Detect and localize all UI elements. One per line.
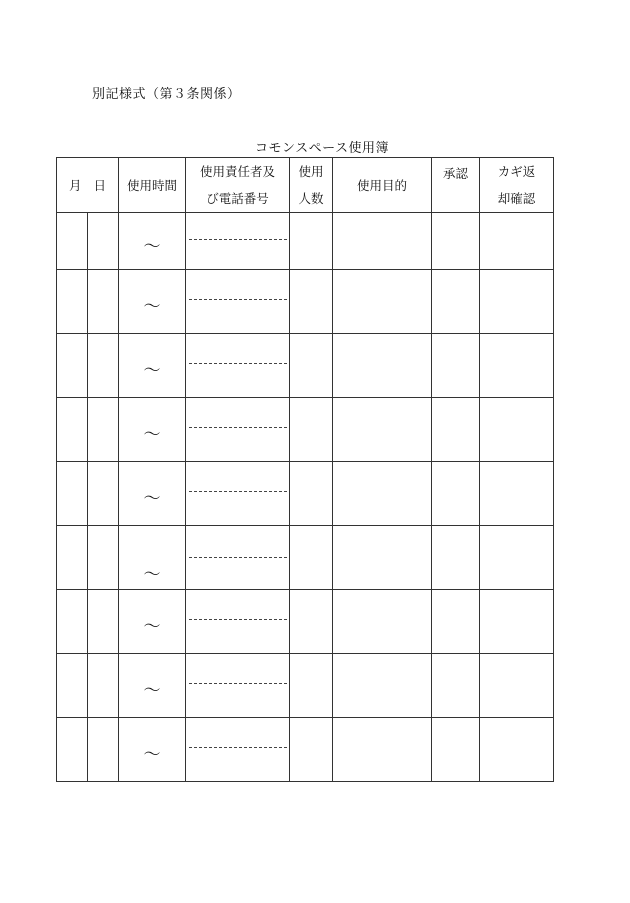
headcount-cell[interactable] [290, 718, 333, 782]
contact-cell[interactable] [186, 398, 290, 462]
dotted-divider [189, 619, 287, 620]
table-row [57, 334, 554, 398]
purpose-cell[interactable] [333, 462, 432, 526]
approval-cell[interactable] [432, 270, 480, 334]
time-cell[interactable] [119, 334, 186, 398]
headcount-cell[interactable] [290, 270, 333, 334]
key-return-cell[interactable] [480, 398, 554, 462]
contact-cell[interactable] [186, 718, 290, 782]
contact-cell[interactable] [186, 590, 290, 654]
month-cell[interactable] [57, 213, 88, 270]
time-separator: ～ [143, 745, 161, 765]
table-row [57, 590, 554, 654]
key-return-cell[interactable] [480, 654, 554, 718]
key-return-cell[interactable] [480, 270, 554, 334]
headcount-cell[interactable] [290, 334, 333, 398]
contact-split [186, 462, 289, 525]
key-return-cell[interactable] [480, 718, 554, 782]
month-cell[interactable] [57, 526, 88, 590]
contact-split [186, 398, 289, 461]
header-count-line1: 使用 [298, 164, 324, 179]
header-responsible-person [186, 158, 290, 213]
month-cell[interactable] [57, 654, 88, 718]
time-cell[interactable] [119, 398, 186, 462]
day-cell[interactable] [88, 590, 119, 654]
contact-cell[interactable] [186, 526, 290, 590]
table-row [57, 654, 554, 718]
table-row [57, 398, 554, 462]
headcount-cell[interactable] [290, 462, 333, 526]
header-person-line2: び電話番号 [206, 191, 269, 206]
day-cell[interactable] [88, 526, 119, 590]
contact-cell[interactable] [186, 270, 290, 334]
month-cell[interactable] [57, 718, 88, 782]
time-cell[interactable] [119, 718, 186, 782]
approval-cell[interactable] [432, 334, 480, 398]
key-return-cell[interactable] [480, 462, 554, 526]
table-row [57, 462, 554, 526]
table-row [57, 270, 554, 334]
usage-log-table [56, 157, 554, 782]
table-row [57, 526, 554, 590]
header-date [57, 158, 119, 213]
day-cell[interactable] [88, 718, 119, 782]
purpose-cell[interactable] [333, 213, 432, 270]
purpose-cell[interactable] [333, 718, 432, 782]
contact-split [186, 270, 289, 333]
contact-split [186, 334, 289, 397]
time-cell[interactable] [119, 462, 186, 526]
contact-split [186, 718, 289, 781]
dotted-divider [189, 427, 287, 428]
approval-cell[interactable] [432, 718, 480, 782]
contact-split [186, 590, 289, 653]
headcount-cell[interactable] [290, 398, 333, 462]
time-cell[interactable] [119, 270, 186, 334]
time-separator: ～ [143, 565, 161, 585]
header-person-line1: 使用責任者及 [199, 164, 275, 179]
time-cell[interactable] [119, 526, 186, 590]
day-cell[interactable] [88, 462, 119, 526]
header-headcount [290, 158, 333, 213]
month-cell[interactable] [57, 590, 88, 654]
dotted-divider [189, 747, 287, 748]
header-day: 日 [93, 178, 106, 193]
time-separator: ～ [143, 361, 161, 381]
purpose-cell[interactable] [333, 590, 432, 654]
approval-cell[interactable] [432, 654, 480, 718]
dotted-divider [189, 239, 287, 240]
form-title: コモンスペース使用簿 [255, 141, 389, 156]
headcount-cell[interactable] [290, 654, 333, 718]
purpose-cell[interactable] [333, 398, 432, 462]
dotted-divider [189, 491, 287, 492]
time-cell[interactable] [119, 654, 186, 718]
header-month: 月 [68, 178, 82, 193]
approval-cell[interactable] [432, 462, 480, 526]
month-cell[interactable] [57, 462, 88, 526]
contact-split [186, 654, 289, 717]
header-key-line1: カギ返 [497, 164, 536, 179]
table-row [57, 718, 554, 782]
time-separator: ～ [143, 489, 161, 509]
dotted-divider [189, 557, 287, 558]
dotted-divider [189, 683, 287, 684]
contact-cell[interactable] [186, 213, 290, 270]
key-return-cell[interactable] [480, 334, 554, 398]
approval-cell[interactable] [432, 398, 480, 462]
approval-cell[interactable] [432, 213, 480, 270]
contact-cell[interactable] [186, 462, 290, 526]
time-separator: ～ [143, 681, 161, 701]
approval-cell[interactable] [432, 590, 480, 654]
header-count-line2: 人数 [298, 191, 324, 206]
purpose-cell[interactable] [333, 334, 432, 398]
time-separator: ～ [143, 236, 161, 257]
table-row [57, 213, 554, 270]
dotted-divider [189, 299, 287, 300]
time-separator: ～ [143, 297, 161, 317]
day-cell[interactable] [88, 654, 119, 718]
contact-split [186, 213, 289, 269]
day-cell[interactable] [88, 213, 119, 270]
key-return-cell[interactable] [480, 213, 554, 270]
purpose-cell[interactable] [333, 654, 432, 718]
header-time: 使用時間 [119, 158, 186, 213]
headcount-cell[interactable] [290, 590, 333, 654]
header-row [57, 158, 554, 213]
day-cell[interactable] [88, 270, 119, 334]
time-cell[interactable] [119, 213, 186, 270]
month-cell[interactable] [57, 270, 88, 334]
month-cell[interactable] [57, 334, 88, 398]
purpose-cell[interactable] [333, 526, 432, 590]
header-key-line2: 却確認 [497, 191, 536, 206]
contact-cell[interactable] [186, 654, 290, 718]
header-purpose: 使用目的 [333, 158, 432, 213]
headcount-cell[interactable] [290, 526, 333, 590]
key-return-cell[interactable] [480, 526, 554, 590]
time-cell[interactable] [119, 590, 186, 654]
contact-cell[interactable] [186, 334, 290, 398]
header-key-return [480, 158, 554, 213]
form-reference-note: 別記様式（第３条関係） [92, 87, 241, 102]
headcount-cell[interactable] [290, 213, 333, 270]
month-cell[interactable] [57, 398, 88, 462]
dotted-divider [189, 363, 287, 364]
contact-split [186, 526, 289, 589]
day-cell[interactable] [88, 398, 119, 462]
header-approval: 承認 [432, 158, 480, 213]
time-separator: ～ [143, 425, 161, 445]
day-cell[interactable] [88, 334, 119, 398]
purpose-cell[interactable] [333, 270, 432, 334]
time-separator: ～ [143, 617, 161, 637]
approval-cell[interactable] [432, 526, 480, 590]
key-return-cell[interactable] [480, 590, 554, 654]
